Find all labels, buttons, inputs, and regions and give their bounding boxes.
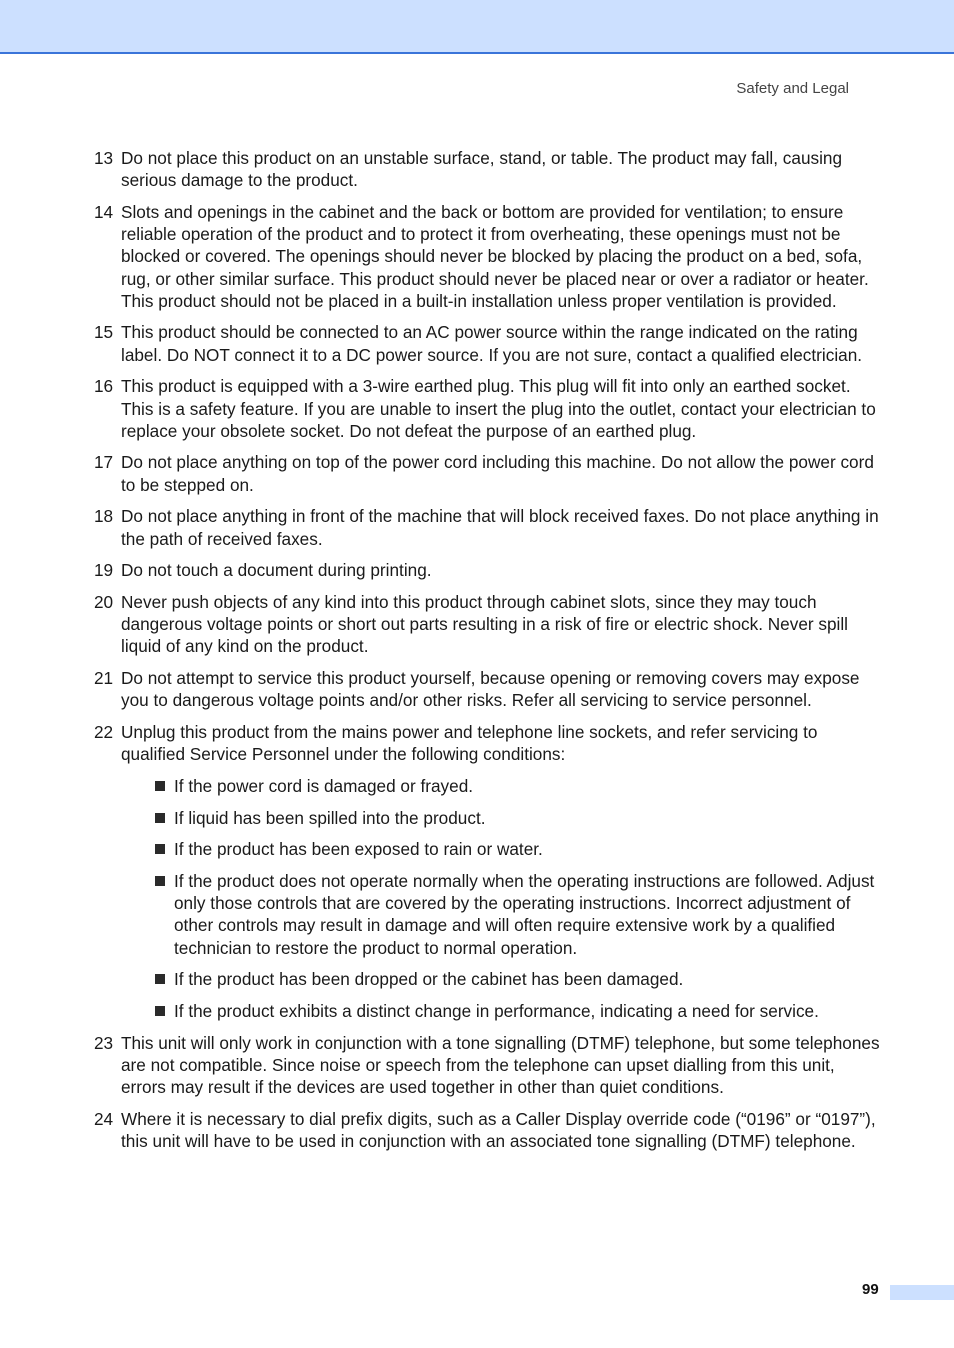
square-bullet-icon bbox=[155, 813, 165, 823]
item-number: 23 bbox=[94, 1032, 114, 1053]
list-item bbox=[94, 375, 884, 442]
item-text: Do not place anything on top of the power cord including this machine. Do not allow the power cord to be stepped on. bbox=[121, 452, 874, 495]
condition-list bbox=[121, 775, 884, 1022]
condition-item bbox=[121, 870, 884, 959]
condition-text: If the product has been exposed to rain or water. bbox=[174, 839, 543, 860]
item-number: 22 bbox=[94, 721, 114, 742]
square-bullet-icon bbox=[155, 781, 165, 791]
item-text: Never push objects of any kind into this product through cabinet slots, since they may touch dangerous voltage points or short out parts resulting in a risk of fire or electric shock. Never spill liquid of any kind on the product. bbox=[121, 591, 848, 657]
item-text: Slots and openings in the cabinet and the back or bottom are provided for ventilation; to ensure reliable operation of the product and to protect it from overheating, these openings must not be blocked or covered. The openings should never be blocked by placing the product on a bed, sofa, rug, or other similar surface. This product should never be placed near or over a radiator or heater. This product should not be placed in a built-in installation unless proper ventilation is provided. bbox=[121, 201, 869, 311]
list-item bbox=[94, 451, 884, 495]
item-number: 19 bbox=[94, 560, 114, 581]
item-number: 13 bbox=[94, 148, 114, 168]
list-item bbox=[94, 147, 884, 191]
square-bullet-icon bbox=[155, 876, 165, 886]
condition-text: If the product has been dropped or the cabinet has been damaged. bbox=[174, 969, 684, 990]
item-number: 16 bbox=[94, 376, 114, 397]
item-number: 20 bbox=[94, 591, 114, 612]
item-text: This unit will only work in conjunction with a tone signalling (DTMF) telephone, but some telephones are not compatible. Since noise or speech from the telephone can upset dialling from this unit, errors may result if the devices are used together in other than quiet conditions. bbox=[121, 1032, 880, 1098]
item-text: Do not attempt to service this product yourself, because opening or removing covers may expose you to dangerous voltage points and/or other risks. Refer all servicing to service personnel. bbox=[121, 668, 860, 711]
list-item bbox=[94, 591, 884, 658]
item-text: This product should be connected to an AC power source within the range indicated on the rating label. Do NOT connect it to a DC power source. If you are not sure, contact a qualified electrician. bbox=[121, 322, 863, 365]
square-bullet-icon bbox=[155, 974, 165, 984]
item-number: 15 bbox=[94, 322, 114, 343]
list-item bbox=[94, 321, 884, 365]
list-item bbox=[94, 559, 884, 581]
square-bullet-icon bbox=[155, 1006, 165, 1016]
item-number: 24 bbox=[94, 1108, 114, 1129]
condition-text: If the power cord is damaged or frayed. bbox=[174, 775, 474, 796]
item-text: Unplug this product from the mains power and telephone line sockets, and refer servicing to qualified Service Personnel under the following conditions: bbox=[121, 721, 818, 765]
item-number: 18 bbox=[94, 506, 114, 527]
list-item bbox=[94, 505, 884, 549]
list-item bbox=[94, 721, 884, 1022]
section-title: Safety and Legal bbox=[736, 80, 849, 97]
list-item bbox=[94, 1108, 884, 1152]
item-number: 17 bbox=[94, 452, 114, 473]
square-bullet-icon bbox=[155, 844, 165, 854]
safety-instructions-list bbox=[94, 147, 884, 1162]
condition-item bbox=[121, 1000, 884, 1022]
list-item bbox=[94, 1032, 884, 1099]
item-number: 21 bbox=[94, 668, 114, 689]
item-text: Do not place this product on an unstable surface, stand, or table. The product may fall, causing serious damage to the product. bbox=[121, 148, 843, 191]
condition-text: If liquid has been spilled into the product. bbox=[174, 807, 486, 828]
page-number: 99 bbox=[862, 1281, 879, 1298]
condition-item bbox=[121, 775, 884, 797]
header-band bbox=[0, 0, 954, 54]
page-tab-marker bbox=[890, 1285, 954, 1300]
condition-item bbox=[121, 838, 884, 860]
item-text: Do not touch a document during printing. bbox=[121, 560, 432, 581]
condition-text: If the product does not operate normally when the operating instructions are followed. Adjust only those controls that are covered by the operating instructions. Incorrect adjustment of other controls may result in damage and will often require extensive work by a qualified technician to restore the product to normal operation. bbox=[174, 870, 875, 958]
condition-item bbox=[121, 807, 884, 829]
list-item bbox=[94, 201, 884, 312]
condition-item bbox=[121, 968, 884, 990]
item-text: Do not place anything in front of the machine that will block received faxes. Do not place anything in the path of received faxes. bbox=[121, 506, 879, 549]
condition-text: If the product exhibits a distinct change in performance, indicating a need for service. bbox=[174, 1001, 819, 1021]
list-item bbox=[94, 667, 884, 711]
item-text: This product is equipped with a 3-wire earthed plug. This plug will fit into only an earthed socket. This is a safety feature. If you are unable to insert the plug into the outlet, contact your electrician to replace your obsolete socket. Do not defeat the purpose of an earthed plug. bbox=[121, 376, 876, 441]
item-number: 14 bbox=[94, 201, 114, 222]
item-text: Where it is necessary to dial prefix digits, such as a Caller Display override code (“0196” or “0197”), this unit will have to be used in conjunction with an associated tone signalling (DTMF) telephone. bbox=[121, 1108, 876, 1152]
